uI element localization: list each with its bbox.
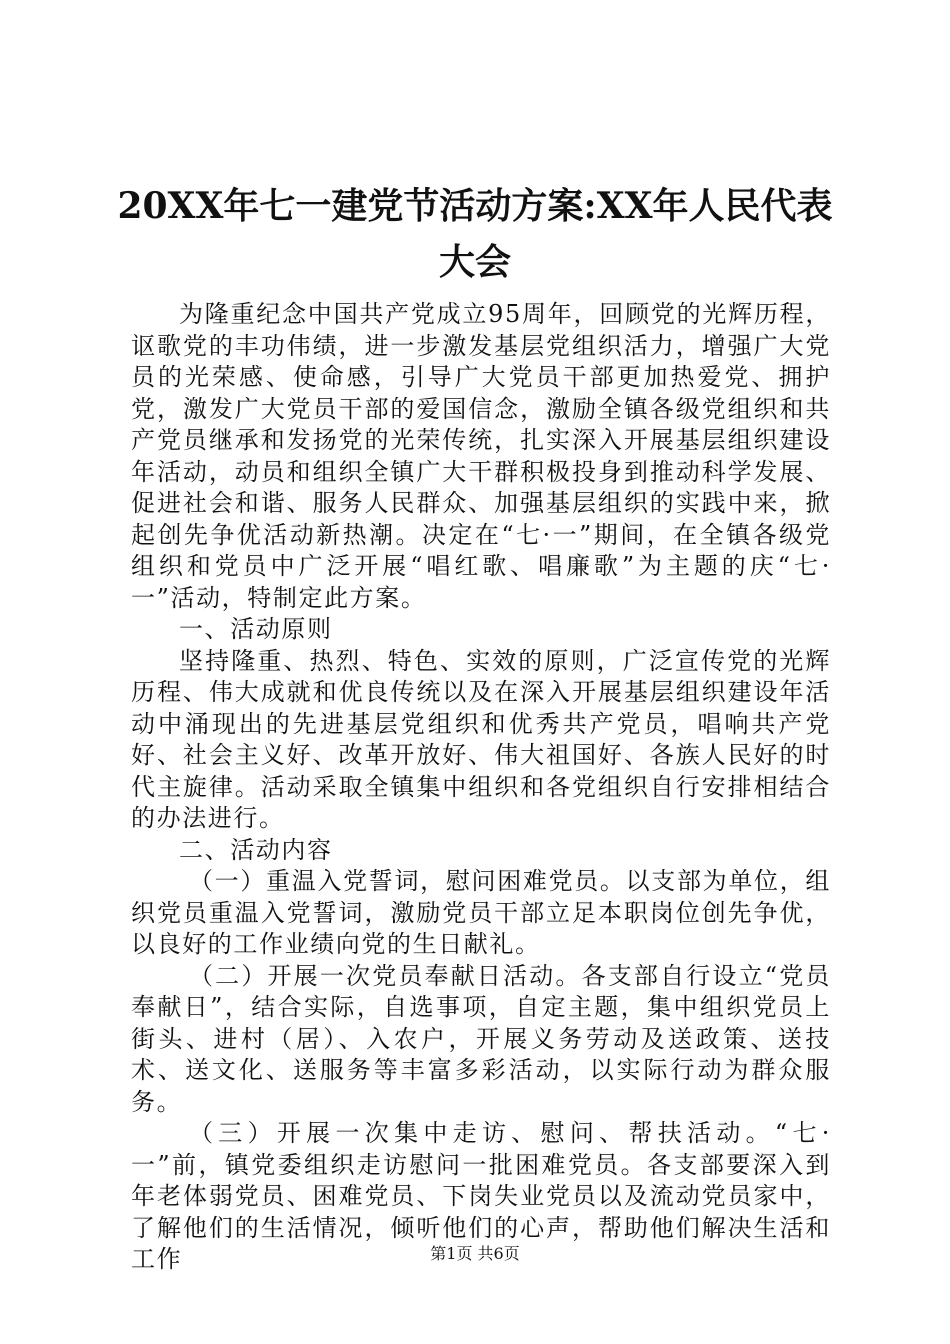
document-title: 20XX年七一建党节活动方案:XX年人民代表大会	[117, 185, 833, 283]
content-item-1: （一）重温入党誓词，慰问困难党员。以支部为单位，组织党员重温入党誓词，激励党员干部立足本职岗位创先争优，以良好的工作业绩向党的生日献礼。	[131, 867, 831, 958]
section-heading-content: 二、活动内容	[179, 835, 333, 864]
content-item-3: （三）开展一次集中走访、慰问、帮扶活动。“七·一”前，镇党委组织走访慰问一批困难党员。各支部要深入到年老体弱党员、困难党员、下岗失业党员以及流动党员家中，了解他们的生活情况，倾听他们的心声，帮助他们解决生活和工作	[131, 1119, 831, 1273]
document-body	[131, 299, 831, 1276]
intro-paragraph: 为隆重纪念中国共产党成立95周年，回顾党的光辉历程，讴歌党的丰功伟绩，进一步激发基层党组织活力，增强广大党员的光荣感、使命感，引导广大党员干部更加热爱党、拥护党，激发广大党员干部的爱国信念，激励全镇各级党组织和共产党员继承和发扬党的光荣传统，扎实深入开展基层组织建设年活动，动员和组织全镇广大干群积极投身到推动科学发展、促进社会和谐、服务人民群众、加强基层组织的实践中来，掀起创先争优活动新热潮。决定在“七·一”期间，在全镇各级党组织和党员中广泛开展“唱红歌、唱廉歌”为主题的庆“七·一”活动，特制定此方案。	[131, 300, 831, 612]
content-item-2: （二）开展一次党员奉献日活动。各支部自行设立“党员奉献日”，结合实际，自选事项，自定主题，集中组织党员上街头、进村（居）、入农户，开展义务劳动及送政策、送技术、送文化、送服务等丰富多彩活动，以实际行动为群众服务。	[131, 961, 831, 1116]
page-footer: 第1页 共6页	[430, 1244, 520, 1263]
section-heading-principles: 一、活动原则	[179, 615, 333, 643]
principles-paragraph: 坚持隆重、热烈、特色、实效的原则，广泛宣传党的光辉历程、伟大成就和优良传统以及在深入开展基层组织建设年活动中涌现出的先进基层党组织和优秀共产党员，唱响共产党好、社会主义好、改革开放好、伟大祖国好、各族人民好的时代主旋律。活动采取全镇集中组织和各党组织自行安排相结合的办法进行。	[131, 646, 831, 832]
